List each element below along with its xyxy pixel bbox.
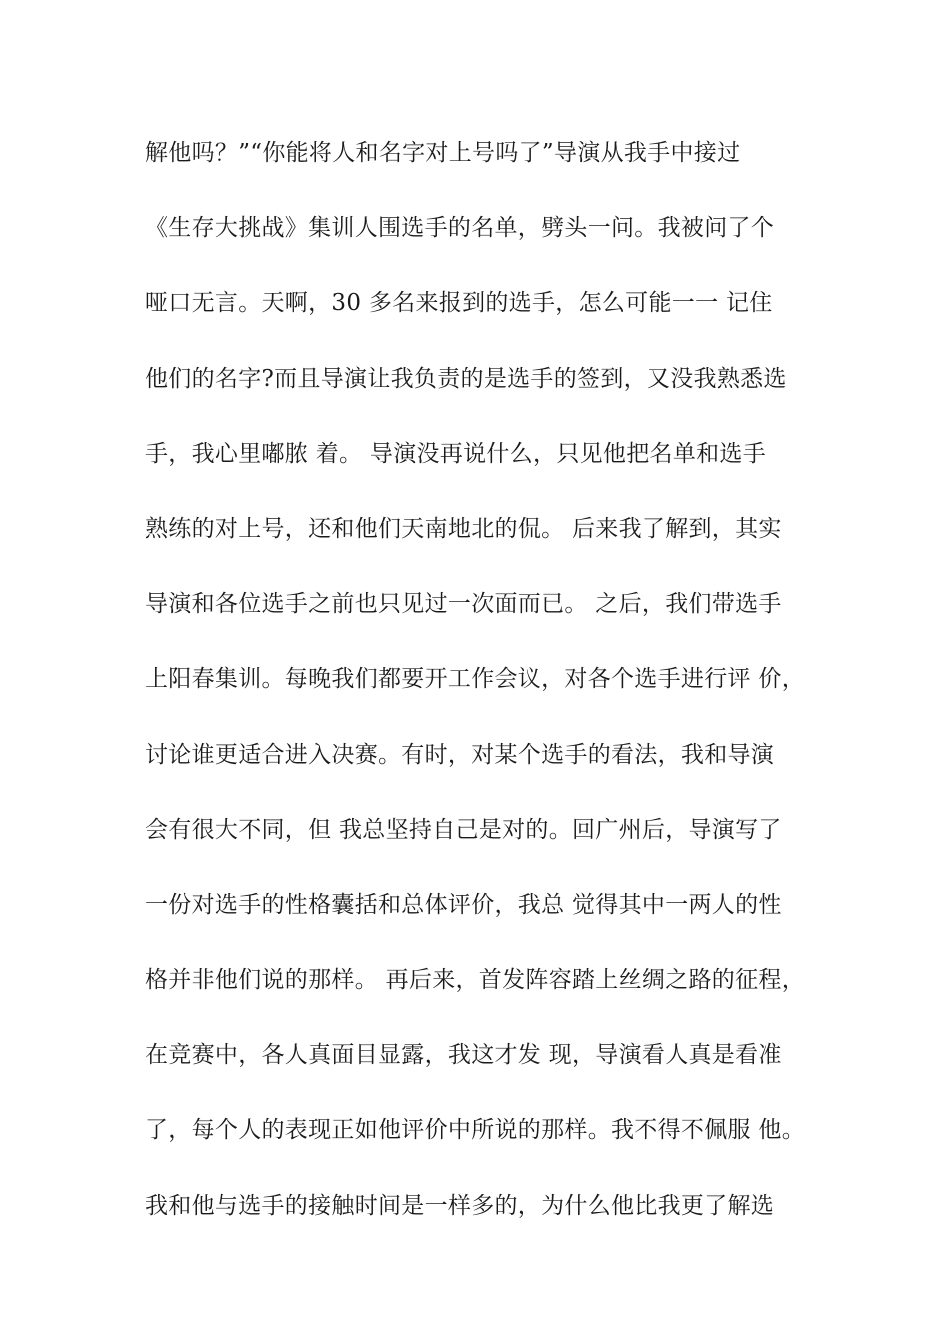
text-line: 在竞赛中，各人真面目显露，我这才发 现，导演看人真是看准 bbox=[145, 1042, 782, 1069]
text-line: 会有很大不同，但 我总坚持自己是对的。回广州后，导演写了 bbox=[145, 816, 782, 843]
body-text bbox=[145, 133, 825, 1261]
text-line: 手，我心里嘟脓 着。 导演没再说什么，只见他把名单和选手 bbox=[145, 440, 767, 467]
text-line: 哑口无言。天啊，30 多名来报到的选手，怎么可能一一 记住 bbox=[145, 290, 773, 317]
text-line: 讨论谁更适合进入决赛。有时，对某个选手的看法，我和导演 bbox=[145, 741, 775, 768]
text-line: 他们的名字?而且导演让我负责的是选手的签到，又没我熟悉选 bbox=[145, 365, 787, 392]
text-line: 一份对选手的性格囊括和总体评价，我总 觉得其中一两人的性 bbox=[145, 891, 782, 918]
text-line: 解他吗？”“你能将人和名字对上号吗了”导演从我手中接过 bbox=[145, 140, 741, 166]
text-line: 格并非他们说的那样。 再后来，首发阵容踏上丝绸之路的征程， bbox=[145, 967, 806, 994]
text-line: 熟练的对上号，还和他们天南地北的侃。 后来我了解到，其实 bbox=[145, 515, 782, 542]
text-line: 了，每个人的表现正如他评价中所说的那样。我不得不佩服 他。 bbox=[145, 1117, 806, 1144]
text-line: 《生存大挑战》集训人围选手的名单，劈头一问。我被问了个 bbox=[145, 215, 775, 242]
text-line: 我和他与选手的接触时间是一样多的，为什么他比我更了解选 bbox=[145, 1192, 775, 1219]
text-line: 导演和各位选手之前也只见过一次面而已。 之后，我们带选手 bbox=[145, 591, 782, 618]
text-line: 上阳春集训。每晚我们都要开工作会议，对各个选手进行评 价， bbox=[145, 666, 806, 693]
